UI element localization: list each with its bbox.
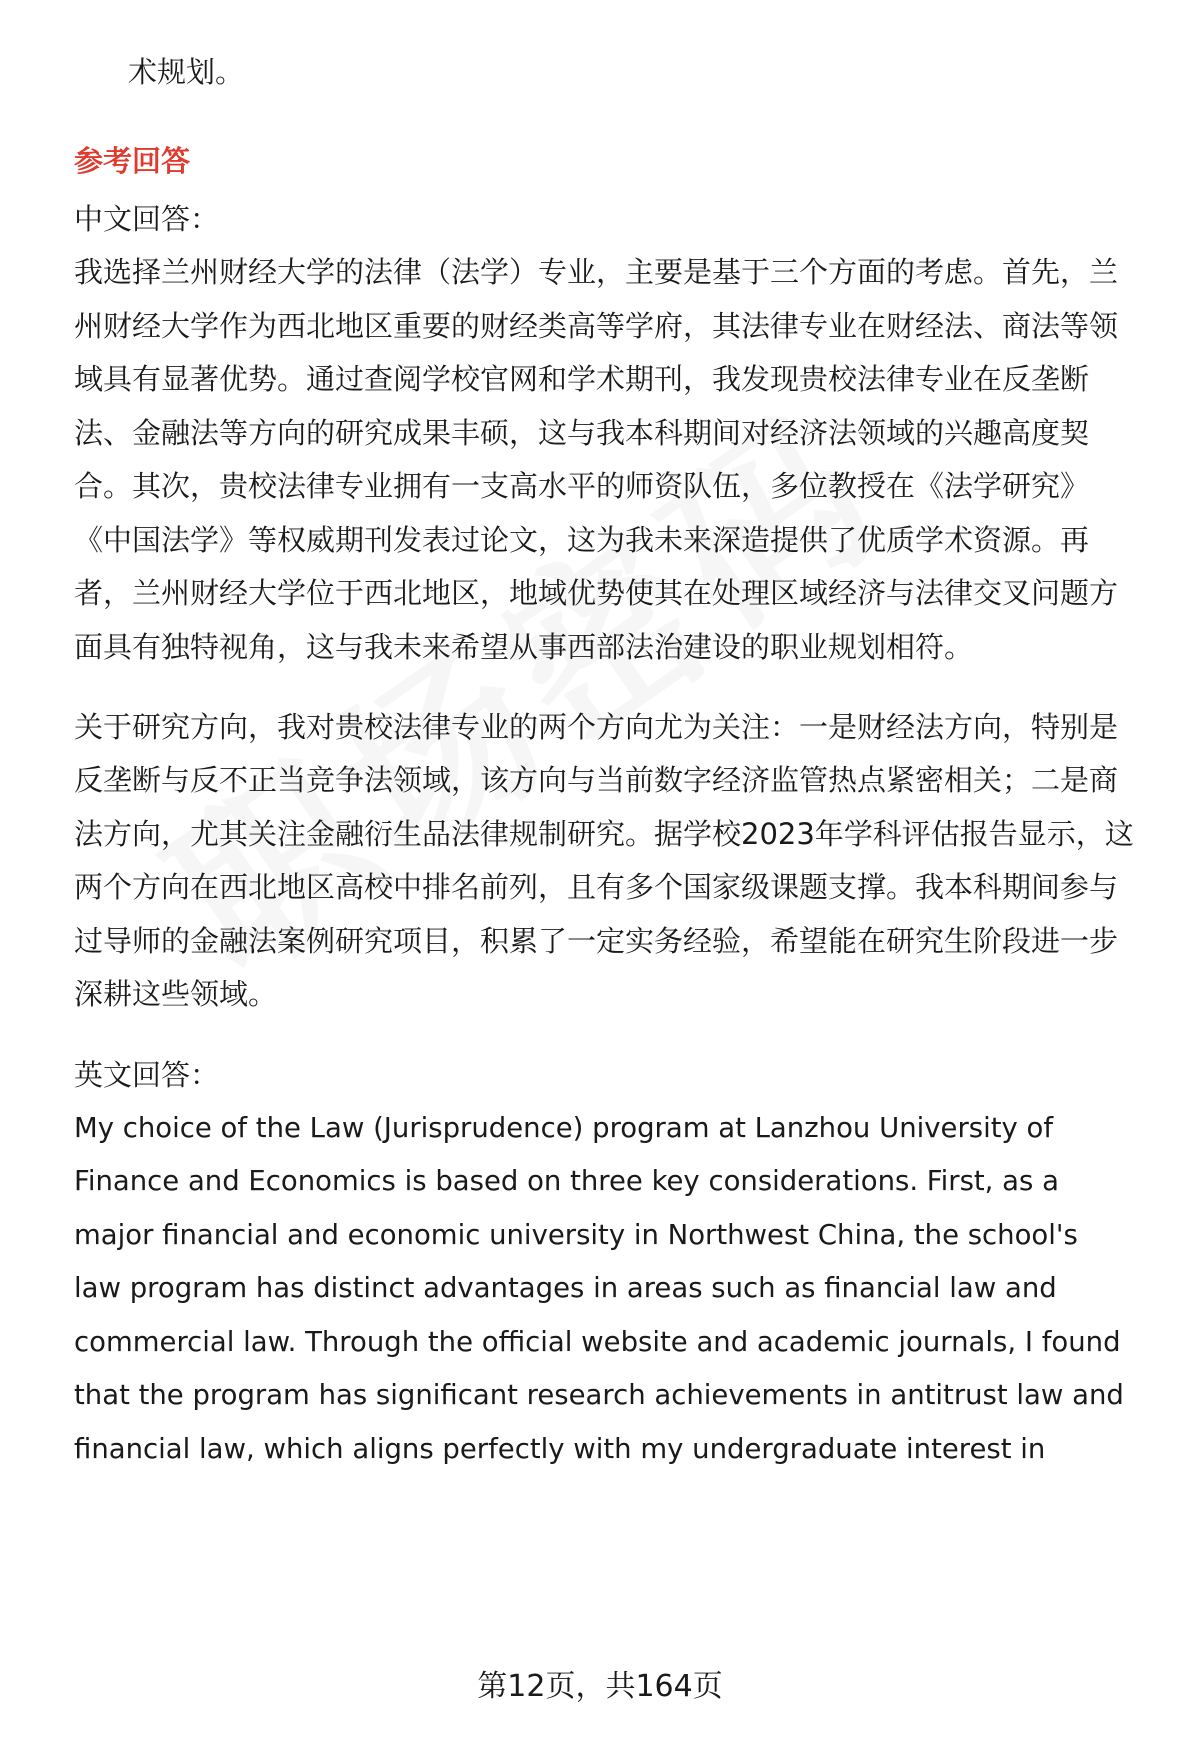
- english-answer-label: 英文回答：: [74, 1058, 220, 1092]
- paragraph-line: 两个方向在西北地区高校中排名前列，且有多个国家级课题支撑。我本科期间参与: [74, 870, 1119, 904]
- chinese-answer-label: 中文回答：: [74, 202, 220, 236]
- paragraph-line: My choice of the Law (Jurisprudence) program at Lanzhou University of: [74, 1112, 1054, 1144]
- paragraph-line: 关于研究方向，我对贵校法律专业的两个方向尤为关注：一是财经法方向，特别是: [74, 710, 1119, 744]
- paragraph-line: 者，兰州财经大学位于西北地区，地域优势使其在处理区域经济与法律交叉问题方: [74, 576, 1119, 610]
- paragraph-line: 我选择兰州财经大学的法律（法学）专业，主要是基于三个方面的考虑。首先，兰: [74, 255, 1119, 289]
- paragraph-line: Finance and Economics is based on three key considerations. First, as a: [74, 1165, 1059, 1197]
- continuation-text: 术规划。: [128, 55, 245, 89]
- paragraph-line: 法方向，尤其关注金融衍生品法律规制研究。据学校2023年学科评估报告显示，这: [74, 817, 1134, 851]
- paragraph-line: 过导师的金融法案例研究项目，积累了一定实务经验，希望能在研究生阶段进一步: [74, 924, 1119, 958]
- paragraph-line: 合。其次，贵校法律专业拥有一支高水平的师资队伍，多位教授在《法学研究》: [74, 469, 1090, 503]
- paragraph-line: 反垄断与反不正当竞争法领域，该方向与当前数字经济监管热点紧密相关；二是商: [74, 763, 1119, 797]
- page-number-footer: 第12页，共164页: [477, 1669, 723, 1704]
- section-heading: 参考回答: [74, 144, 191, 178]
- paragraph-line: that the program has significant research achievements in antitrust law and: [74, 1379, 1124, 1411]
- paragraph-line: financial law, which aligns perfectly with my undergraduate interest in: [74, 1433, 1046, 1465]
- paragraph-line: 《中国法学》等权威期刊发表过论文，这为我未来深造提供了优质学术资源。再: [74, 523, 1090, 557]
- paragraph-line: law program has distinct advantages in areas such as financial law and: [74, 1272, 1057, 1304]
- paragraph-line: 州财经大学作为西北地区重要的财经类高等学府，其法律专业在财经法、商法等领: [74, 309, 1119, 343]
- paragraph-line: 法、金融法等方向的研究成果丰硕，这与我本科期间对经济法领域的兴趣高度契: [74, 416, 1090, 450]
- paragraph-line: major financial and economic university in Northwest China, the school's: [74, 1219, 1078, 1251]
- paragraph-line: 域具有显著优势。通过查阅学校官网和学术期刊，我发现贵校法律专业在反垄断: [74, 362, 1090, 396]
- paragraph-line: 面具有独特视角，这与我未来希望从事西部法治建设的职业规划相符。: [74, 630, 974, 664]
- paragraph-line: 深耕这些领域。: [74, 977, 278, 1011]
- paragraph-line: commercial law. Through the official website and academic journals, I found: [74, 1326, 1121, 1358]
